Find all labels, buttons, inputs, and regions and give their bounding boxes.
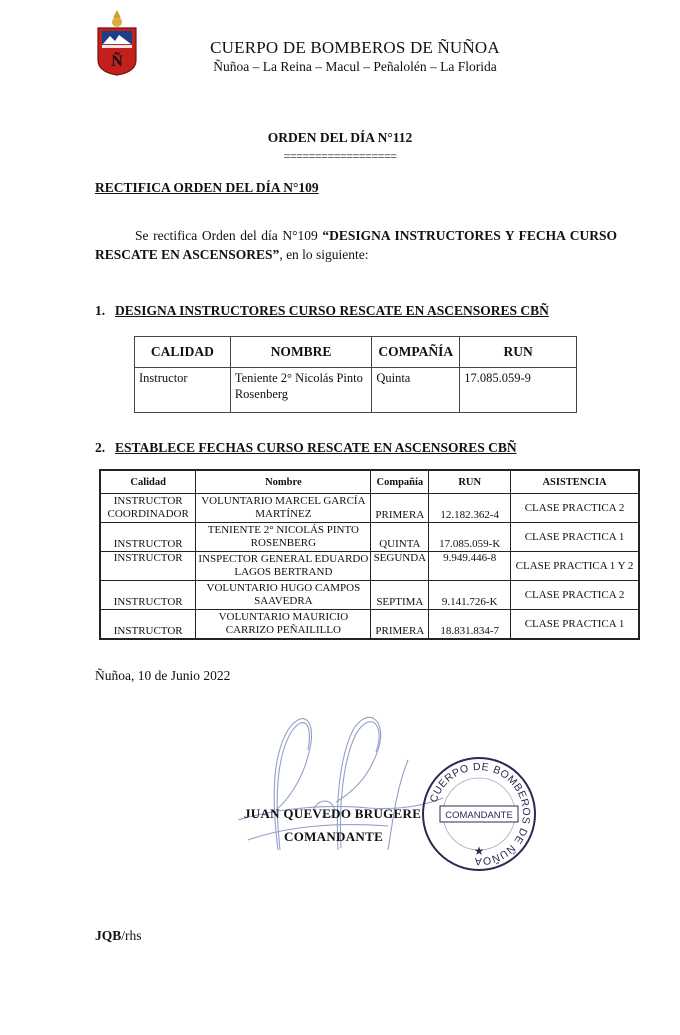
cell-compania: SEPTIMA — [371, 581, 429, 610]
column-header: NOMBRE — [230, 337, 372, 368]
column-header: RUN — [460, 337, 577, 368]
table-row — [135, 368, 577, 413]
cell-run: 12.182.362-4 — [429, 494, 511, 523]
official-stamp-icon — [420, 755, 538, 873]
column-header: COMPAÑÍA — [372, 337, 460, 368]
cell-compania: QUINTA — [371, 523, 429, 552]
cell-nombre: TENIENTE 2° NICOLÁS PINTO ROSENBERG — [196, 523, 371, 552]
document-date: Ñuñoa, 10 de Junio 2022 — [95, 668, 231, 683]
section-1-number: 1. — [95, 303, 106, 318]
svg-text:★: ★ — [473, 844, 485, 858]
section-2-number: 2. — [95, 440, 106, 455]
cell-compania: PRIMERA — [371, 610, 429, 640]
column-header: Calidad — [100, 470, 196, 494]
cell-asistencia: CLASE PRACTICA 2 — [511, 494, 639, 523]
column-header: Nombre — [196, 470, 371, 494]
paragraph-bold-title: “DESIGNA INSTRUCTORES Y FECHA CURSO RESCATE EN ASCENSORES” — [95, 228, 617, 262]
table-row — [100, 552, 639, 581]
table-row — [100, 494, 639, 523]
signer-name: JUAN QUEVEDO BRUGERE — [244, 806, 422, 821]
cell-calidad: INSTRUCTOR — [100, 523, 196, 552]
cell-compania: SEGUNDA — [371, 552, 429, 581]
signer-role: COMANDANTE — [284, 829, 384, 844]
cell-compania: Quinta — [372, 368, 460, 413]
cell-calidad: INSTRUCTOR — [100, 610, 196, 640]
table-row — [100, 523, 639, 552]
section-1-heading: DESIGNA INSTRUCTORES CURSO RESCATE EN ASCENSORES CBÑ — [115, 303, 549, 318]
cell-nombre: VOLUNTARIO HUGO CAMPOS SAAVEDRA — [196, 581, 371, 610]
cell-asistencia: CLASE PRACTICA 1 Y 2 — [511, 552, 639, 581]
cell-calidad: INSTRUCTOR — [100, 581, 196, 610]
fire-department-crest-icon — [94, 8, 140, 76]
cell-asistencia: CLASE PRACTICA 2 — [511, 581, 639, 610]
table-row — [100, 581, 639, 610]
instructors-table-header — [135, 337, 577, 368]
paragraph-end: , en lo siguiente: — [279, 247, 369, 262]
cell-nombre: VOLUNTARIO MAURICIO CARRIZO PEÑAILILLO — [196, 610, 371, 640]
cell-asistencia: CLASE PRACTICA 1 — [511, 610, 639, 640]
cell-calidad: Instructor — [135, 368, 231, 413]
cell-compania: PRIMERA — [371, 494, 429, 523]
cell-run: 18.831.834-7 — [429, 610, 511, 640]
svg-text:CUERPO DE BOMBEROS DE ÑUÑOA: CUERPO DE BOMBEROS DE ÑUÑOA — [427, 760, 533, 868]
column-header: Compañía — [371, 470, 429, 494]
cell-run: 9.141.726-K — [429, 581, 511, 610]
order-separator: ================== — [283, 149, 397, 163]
organization-name: CUERPO DE BOMBEROS DE ÑUÑOA — [210, 38, 500, 57]
section-2-title — [95, 440, 517, 456]
author-initials: JQB/rhs — [95, 928, 142, 943]
order-title: ORDEN DEL DÍA N°112 — [267, 130, 413, 145]
instructors-table — [134, 336, 577, 413]
cell-nombre: Teniente 2° Nicolás Pinto Rosenberg — [230, 368, 372, 413]
section-1-title — [95, 303, 549, 319]
cell-run: 17.085.059-K — [429, 523, 511, 552]
cell-run: 17.085.059-9 — [460, 368, 577, 413]
svg-text:Ñ: Ñ — [111, 53, 123, 70]
cell-run: 9.949.446-8 — [429, 552, 511, 581]
cell-calidad: INSTRUCTOR — [100, 552, 196, 581]
organization-towns: Ñuñoa – La Reina – Macul – Peñalolén – La Florida — [213, 59, 497, 74]
cell-nombre: INSPECTOR GENERAL EDUARDO LAGOS BERTRAND — [196, 552, 371, 581]
paragraph-intro: Se rectifica Orden del día N°109 — [135, 228, 323, 243]
cell-nombre: VOLUNTARIO MARCEL GARCÍA MARTÍNEZ — [196, 494, 371, 523]
schedule-table-header — [100, 470, 639, 494]
rectification-paragraph — [95, 226, 617, 264]
column-header: CALIDAD — [135, 337, 231, 368]
section-2-heading: ESTABLECE FECHAS CURSO RESCATE EN ASCENSORES CBÑ — [115, 440, 517, 455]
table-row — [100, 610, 639, 640]
svg-text:COMANDANTE: COMANDANTE — [445, 810, 513, 821]
rectification-title: RECTIFICA ORDEN DEL DÍA N°109 — [95, 180, 319, 195]
course-schedule-table — [99, 469, 640, 640]
column-header: RUN — [429, 470, 511, 494]
cell-calidad: INSTRUCTOR COORDINADOR — [100, 494, 196, 523]
column-header: ASISTENCIA — [511, 470, 639, 494]
cell-asistencia: CLASE PRACTICA 1 — [511, 523, 639, 552]
